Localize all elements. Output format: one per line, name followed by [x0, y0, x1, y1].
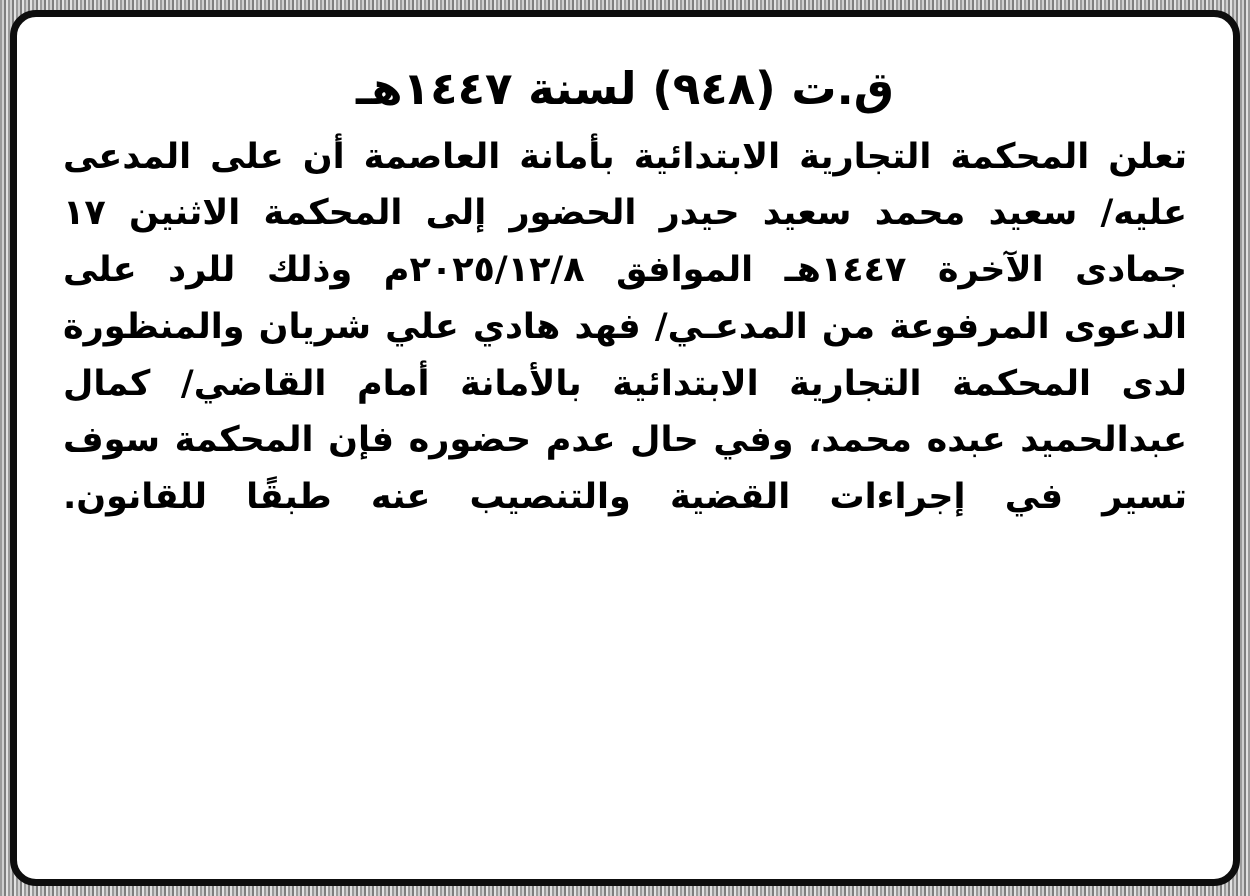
page-title: ق.ت (٩٤٨) لسنة ١٤٤٧هـ [356, 62, 894, 115]
notice-body-text: تعلن المحكمة التجارية الابتدائية بأمانة العاصمة أن على المدعى عليه/ سعيد محمد سعيد حيدر الحضور إلى المحكمة الاثنين ١٧ جمادى الآخرة ١٤٤٧هـ الموافق ٢٠٢٥/١٢/٨م وذلك للرد على الدعوى المرفوعة من المدعـي/ فهد هادي علي شريان والمنظورة لدى المحكمة التجارية الابتدائية بالأمانة أمام القاضي/ كمال عبدالحميد عبده محمد، وفي حال عدم حضوره فإن المحكمة سوف تسير في إجراءات القضية والتنصيب عنه طبقًا للقانون. [63, 136, 1187, 517]
notice-card [10, 10, 1240, 886]
